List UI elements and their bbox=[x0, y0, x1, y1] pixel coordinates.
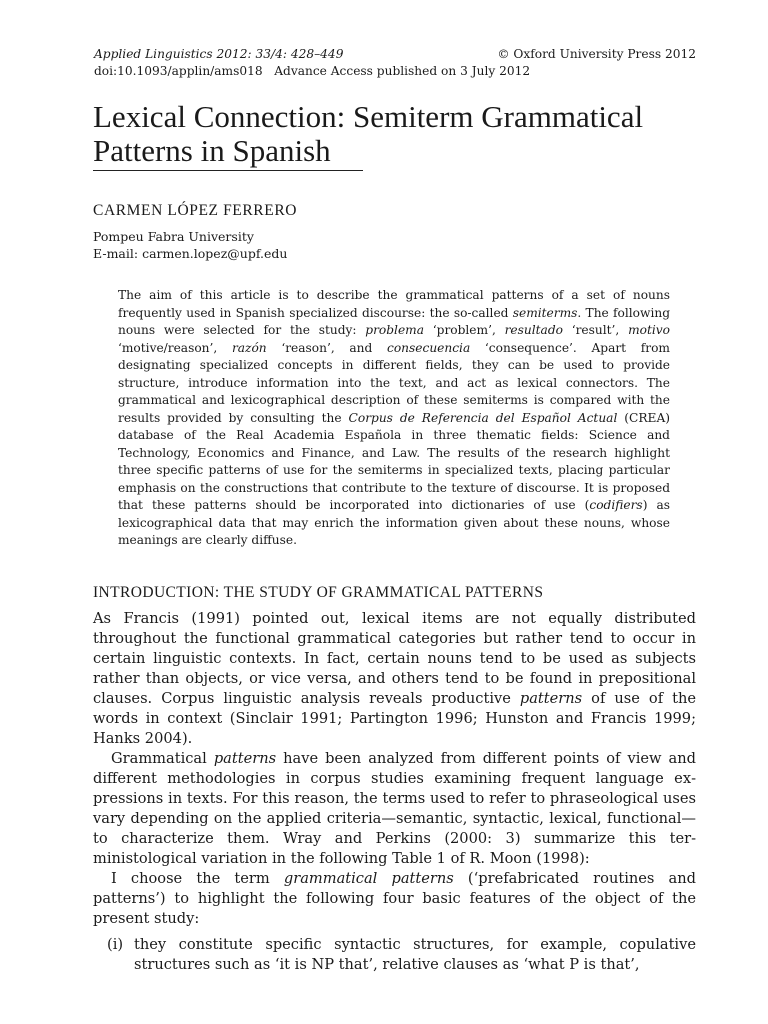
abstract-text: (CREA) database of the Real Academia Española in three thematic fields: Science and Technology, Economics and Finance, and Law. The results of the research highlight three specific patterns of use for the semiterms in specialized texts, placing particular emphasis on the constructions that contribute to the texture of discourse. It is proposed that these patterns should be incorporated into dictionaries of use ( bbox=[118, 410, 671, 512]
abstract-term: motivo bbox=[628, 323, 671, 337]
abstract-text: ‘problem’, bbox=[423, 323, 505, 337]
abstract bbox=[118, 287, 670, 550]
abstract-text: ) as lexicographical data that may enrich the information given about these nouns, whose meanings are clearly diffuse. bbox=[118, 498, 670, 547]
section-body bbox=[93, 609, 696, 975]
abstract-term: semiterms bbox=[512, 305, 578, 320]
journal-citation: Applied Linguistics 2012: 33/4: 428–449 bbox=[94, 47, 344, 61]
list-item-text: they constitute specific syntactic structures, for example, copulative structures such as ‘it is NP that’, relative clauses as ‘what P is that’, bbox=[134, 936, 696, 973]
body-emphasis: patterns bbox=[213, 750, 277, 767]
abstract-text: ‘reason’, and bbox=[266, 340, 388, 355]
abstract-term: problema bbox=[365, 323, 424, 337]
body-paragraph bbox=[93, 609, 696, 749]
abstract-text: ‘consequence’. Apart from designating specialized concepts in different fields, they can be used to provide structure, introduce information into the text, and act as lexical connectors. The grammatical and lexicographical description of these semiterms is compared with the results provided by consulting the bbox=[118, 340, 670, 425]
body-text: have been analyzed from different points of view and different methodologies in corpus studies examining frequent language expressions in texts. For this reason, the terms used to refer to phraseological uses vary depending on the applied criteria—semantic, syntactic, lexical, functional—to characterize them. Wray and Perkins (2000: 3) summarize this terministological variation in the following Table 1 of R. Moon (1998): bbox=[93, 750, 696, 867]
abstract-text: . The following nouns were selected for the study: bbox=[118, 305, 670, 337]
abstract-text: The aim of this article is to describe the grammatical patterns of a set of nouns frequently used in Spanish specialized discourse: the so-called bbox=[118, 288, 670, 320]
body-paragraph bbox=[93, 749, 696, 869]
doi-row bbox=[94, 63, 696, 80]
body-text: As Francis (1991) pointed out, lexical items are not equally distributed throughout the functional grammatical categories but rather tend to occur in certain linguistic contexts. In fact, certain nouns tend to be used as subjects rather than objects, or vice versa, and others tend to be found in prepositional clauses. Corpus linguistic analysis reveals productive bbox=[93, 610, 696, 707]
copyright-notice: © Oxford University Press 2012 bbox=[497, 47, 696, 61]
body-text: (‘prefabricated routines and patterns’) to highlight the following four basic features of the object of the present study: bbox=[93, 870, 696, 927]
list-item bbox=[93, 935, 696, 975]
doi-line: doi:10.1093/applin/ams018 Advance Access published on 3 July 2012 bbox=[94, 64, 531, 78]
body-text: Grammatical bbox=[111, 750, 214, 767]
affiliation: Pompeu Fabra University bbox=[93, 229, 254, 244]
body-text: I choose the term bbox=[111, 870, 284, 887]
abstract-term: resultado bbox=[504, 323, 563, 337]
abstract-term: codifiers bbox=[589, 498, 643, 512]
author-affiliation-block bbox=[93, 228, 287, 262]
feature-list bbox=[93, 935, 696, 975]
body-paragraph bbox=[93, 869, 696, 929]
section-heading: INTRODUCTION: THE STUDY OF GRAMMATICAL PATTERNS bbox=[93, 584, 544, 601]
author-name: CARMEN LÓPEZ FERRERO bbox=[93, 202, 298, 219]
body-emphasis: patterns bbox=[519, 690, 583, 707]
abstract-term: consecuencia bbox=[387, 340, 471, 355]
author-email: E-mail: carmen.lopez@upf.edu bbox=[93, 246, 288, 261]
article-title: Lexical Connection: Semiterm Grammatical Patterns in Spanish bbox=[93, 99, 644, 168]
body-text: of use of the words in context (Sinclair 1991; Partington 1996; Hunston and Francis 1999; Hanks 2004). bbox=[93, 690, 697, 747]
title-divider bbox=[93, 170, 363, 171]
abstract-text: ‘motive/reason’, bbox=[118, 340, 232, 355]
citation-row bbox=[94, 46, 696, 63]
abstract-text: ‘result’, bbox=[562, 323, 629, 337]
abstract-corpus-name: Corpus de Referencia del Español Actual bbox=[348, 410, 618, 425]
header-meta bbox=[94, 46, 696, 80]
body-emphasis: grammatical patterns bbox=[283, 870, 454, 887]
list-marker: (i) bbox=[107, 936, 124, 953]
abstract-term: razón bbox=[231, 340, 267, 355]
